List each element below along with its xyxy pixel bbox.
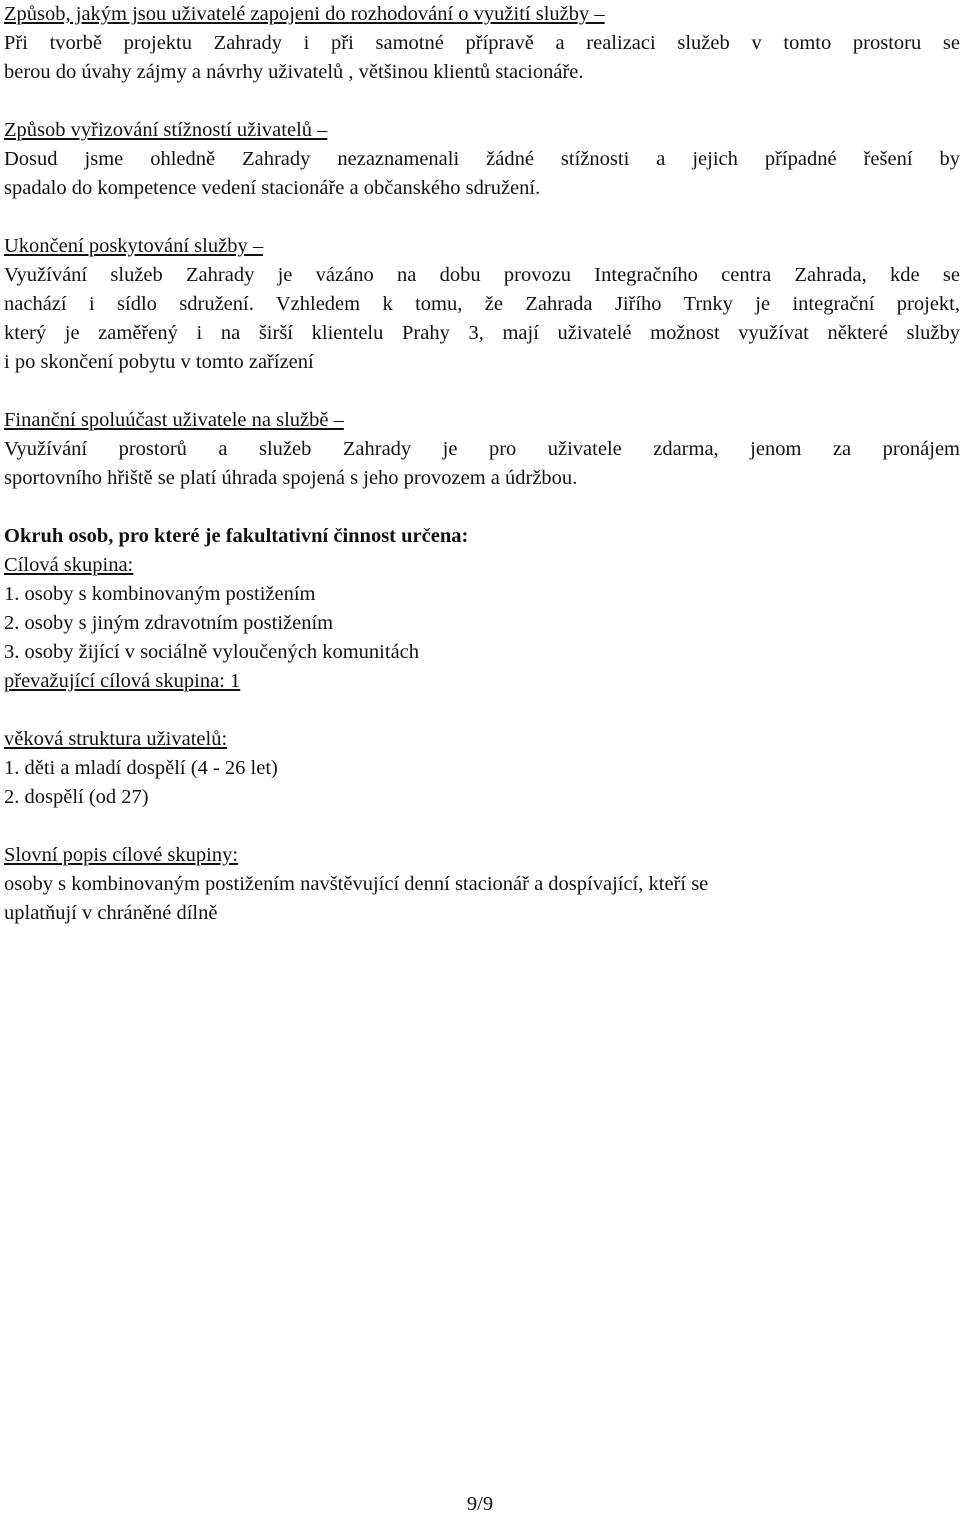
age-structure-item: 1. děti a mladí dospělí (4 - 26 let)	[4, 757, 278, 779]
section-title-complaints: Způsob vyřizování stížností uživatelů –	[4, 119, 328, 141]
section-body-line: Při tvorbě projektu Zahrady i při samotné přípravě a realizaci služeb v tomto prostoru se	[4, 32, 960, 54]
predominant-target-group: převažující cílová skupina: 1	[4, 670, 241, 692]
age-structure-item: 2. dospělí (od 27)	[4, 786, 149, 808]
target-group-item: 3. osoby žijící v sociálně vyloučených komunitách	[4, 641, 420, 663]
section-body-line: berou do úvahy zájmy a návrhy uživatelů , většinou klientů stacionáře.	[4, 61, 584, 83]
section-body-line: Využívání prostorů a služeb Zahrady je pro uživatele zdarma, jenom za pronájem	[4, 438, 960, 460]
target-group-label: Cílová skupina:	[4, 554, 134, 576]
age-structure-label: věková struktura uživatelů:	[4, 728, 228, 750]
section-body-line: Dosud jsme ohledně Zahrady nezaznamenali žádné stížnosti a jejich případné řešení by	[4, 148, 960, 170]
section-body-line: sportovního hřiště se platí úhrada spojená s jeho provozem a údržbou.	[4, 467, 578, 489]
page-number: 9/9	[466, 1493, 494, 1515]
section-title-termination: Ukončení poskytování služby –	[4, 235, 264, 257]
section-body-line: který je zaměřený i na širší klientelu Prahy 3, mají uživatelé možnost využívat některé služby	[4, 322, 960, 344]
target-group-description-line: osoby s kombinovaným postižením navštěvující denní stacionář a dospívající, kteří se	[4, 873, 709, 895]
document-page	[4, 0, 960, 928]
section-body-line: spadalo do kompetence vedení stacionáře a občanského sdružení.	[4, 177, 541, 199]
target-group-description-label: Slovní popis cílové skupiny:	[4, 844, 239, 866]
section-body-line: nachází i sídlo sdružení. Vzhledem k tomu, že Zahrada Jiřího Trnky je integrační projekt,	[4, 293, 960, 315]
section-body-line: i po skončení pobytu v tomto zařízení	[4, 351, 314, 373]
section-body-line: Využívání služeb Zahrady je vázáno na dobu provozu Integračního centra Zahrada, kde se	[4, 264, 960, 286]
section-heading-target-persons: Okruh osob, pro které je fakultativní činnost určena:	[4, 525, 469, 547]
target-group-item: 2. osoby s jiným zdravotním postižením	[4, 612, 334, 634]
section-title-user-involvement: Způsob, jakým jsou uživatelé zapojeni do rozhodování o využití služby –	[4, 3, 605, 25]
target-group-description-line: uplatňují v chráněné dílně	[4, 902, 218, 924]
section-title-financial-participation: Finanční spoluúčast uživatele na službě –	[4, 409, 344, 431]
target-group-item: 1. osoby s kombinovaným postižením	[4, 583, 316, 605]
